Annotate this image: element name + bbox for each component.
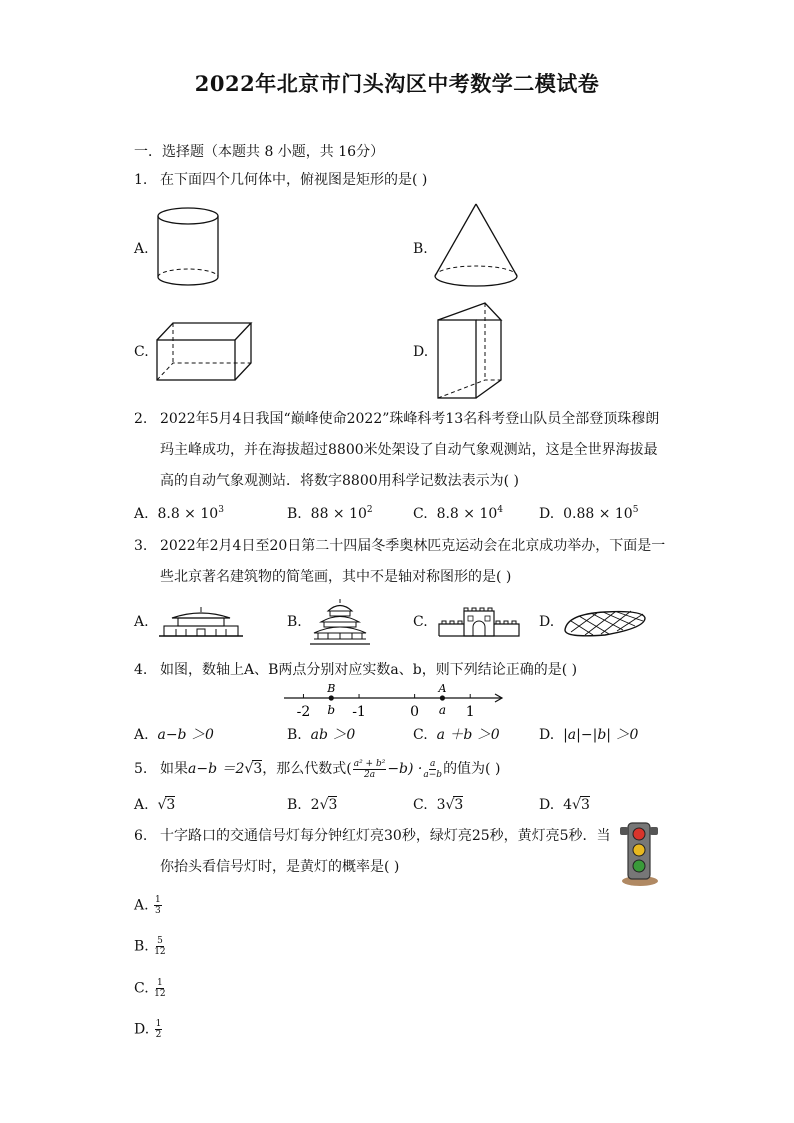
sqrt-symbol: √	[319, 797, 329, 813]
option-b[interactable]	[287, 797, 337, 813]
fraction-denominator: 3	[155, 906, 161, 916]
option-c-label[interactable]: C.	[413, 614, 428, 630]
option-label: D.	[539, 506, 555, 522]
option-label: D.	[134, 1021, 150, 1038]
point-upper-label: A	[438, 682, 447, 695]
option-b-label[interactable]: B.	[413, 241, 428, 257]
option-coefficient: 3	[436, 797, 446, 813]
option-value: ab ＞0	[310, 727, 356, 743]
option-exponent: 3	[218, 505, 224, 515]
question-1	[134, 165, 674, 196]
cylinder-icon[interactable]	[157, 206, 221, 288]
axis-point	[329, 695, 334, 700]
option-c[interactable]	[413, 724, 500, 744]
text-middle: ，那么代数式(	[262, 761, 352, 777]
section-heading: 一．选择题（本题共 8 小题，共 16分）	[134, 144, 385, 160]
option-label: C.	[413, 727, 428, 743]
sqrt-symbol: √	[572, 797, 581, 813]
question-number: 1.	[134, 172, 148, 188]
radicand: 3	[253, 761, 263, 777]
question-3	[134, 531, 674, 593]
option-exponent: 5	[632, 505, 639, 515]
question-text-line-1: 十字路口的交通信号灯每分钟红灯亮30秒，绿灯亮25秒，黄灯亮5秒．当	[160, 828, 611, 844]
triangular-prism-icon[interactable]	[437, 302, 503, 400]
option-label: A.	[134, 897, 149, 914]
fraction-numerator: 1	[156, 978, 163, 988]
fraction-numerator: a	[430, 758, 436, 769]
question-number: 4.	[134, 662, 148, 678]
fraction-1	[353, 759, 387, 780]
option-label: B.	[134, 938, 149, 955]
option-c[interactable]	[413, 797, 463, 813]
radicand: 3	[328, 797, 338, 813]
question-text-line-1: 2022年2月4日至20日第二十四届冬季奥林匹克运动会在北京成功举办，下面是一	[160, 538, 666, 554]
cuboid-icon[interactable]	[156, 322, 252, 382]
text-suffix: 的值为( )	[443, 761, 501, 777]
axis-tick-label: -2	[296, 704, 311, 720]
option-coefficient: 2	[310, 797, 320, 813]
option-d[interactable]	[539, 797, 590, 813]
option-value: 8.8 × 10	[157, 506, 219, 522]
option-value: 8.8 × 10	[436, 506, 498, 522]
condition-expression: a−b ＝2	[188, 761, 245, 777]
temple-of-heaven-icon[interactable]	[308, 598, 372, 646]
option-b[interactable]	[287, 724, 355, 744]
radicand: 3	[166, 797, 176, 813]
option-label: A.	[134, 797, 149, 813]
option-label: B.	[287, 797, 302, 813]
question-5	[134, 754, 674, 785]
page-title: 2022年北京市门头沟区中考数学二模试卷	[194, 71, 600, 96]
option-c-label[interactable]: C.	[134, 344, 149, 360]
point-lower-label: a	[438, 703, 446, 717]
traffic-light-icon	[618, 819, 664, 887]
option-b-label[interactable]: B.	[287, 614, 302, 630]
axis-point	[440, 695, 445, 700]
option-label: A.	[134, 727, 149, 743]
fraction-denominator: 12	[154, 989, 166, 999]
option-d[interactable]	[134, 1019, 163, 1040]
fraction	[155, 1019, 163, 1040]
birds-nest-stadium-icon[interactable]	[563, 608, 647, 638]
question-text-line-2: 些北京著名建筑物的简笔画，其中不是轴对称图形的是( )	[160, 569, 512, 585]
radicand: 3	[454, 797, 464, 813]
fraction-numerator: a² + b²	[353, 758, 386, 769]
fraction	[154, 895, 162, 916]
option-label: D.	[539, 727, 555, 743]
option-b[interactable]	[134, 936, 167, 957]
option-a[interactable]	[134, 895, 163, 916]
option-a[interactable]	[134, 724, 214, 744]
question-text-line-2: 玛主峰成功，并在海拔超过8800米处架设了自动气象观测站，这是全世界海拔最	[160, 442, 658, 458]
axis-tick-label: 0	[410, 704, 420, 720]
sqrt-symbol: √	[157, 797, 167, 813]
option-d[interactable]	[539, 724, 638, 744]
option-exponent: 2	[366, 505, 373, 515]
question-text: 如图，数轴上A、B两点分别对应实数a、b，则下列结论正确的是( )	[160, 662, 578, 678]
option-label: C.	[134, 980, 149, 997]
option-value: a ＋b ＞0	[436, 727, 500, 743]
option-value: 0.88 × 10	[563, 506, 633, 522]
radicand: 3	[580, 797, 590, 813]
minus-b: −b) ·	[387, 761, 423, 777]
sqrt-symbol: √	[244, 761, 254, 777]
option-b[interactable]	[287, 505, 373, 522]
option-value: 88 × 10	[310, 506, 367, 522]
fraction	[154, 936, 165, 957]
point-upper-label: B	[327, 682, 336, 695]
fraction-numerator: 5	[157, 936, 163, 946]
fraction-denominator: a−b	[423, 769, 443, 780]
question-number: 6.	[134, 828, 148, 844]
question-number: 5.	[134, 761, 148, 777]
axis-tick-label: 1	[465, 704, 475, 720]
option-d-label[interactable]: D.	[539, 614, 555, 630]
option-label: B.	[287, 506, 302, 522]
fraction-denominator: 2a	[363, 769, 376, 780]
question-text-line-3: 高的自动气象观测站．将数字8800用科学记数法表示为( )	[160, 473, 520, 489]
axis-tick-label: -1	[352, 704, 366, 720]
option-label: A.	[134, 506, 149, 522]
option-a[interactable]	[134, 797, 175, 813]
fraction	[154, 978, 165, 999]
question-6	[134, 821, 674, 883]
question-number: 2.	[134, 411, 148, 427]
option-a[interactable]	[134, 505, 224, 522]
question-text	[160, 754, 500, 785]
option-a-label[interactable]: A.	[134, 241, 149, 257]
text-prefix: 如果	[160, 761, 188, 777]
option-d-label[interactable]: D.	[413, 344, 429, 360]
question-2	[134, 404, 674, 497]
option-c[interactable]	[134, 978, 167, 999]
option-label: D.	[539, 797, 555, 813]
option-label: C.	[413, 797, 428, 813]
option-coefficient: 4	[563, 797, 573, 813]
question-text: 在下面四个几何体中，俯视图是矩形的是( )	[160, 172, 428, 188]
fraction-denominator: 2	[155, 1030, 162, 1040]
number-line	[280, 680, 510, 722]
point-lower-label: b	[327, 703, 336, 717]
option-value: a−b ＞0	[157, 727, 214, 743]
fraction-numerator: 1	[155, 895, 161, 905]
option-exponent: 4	[497, 505, 504, 515]
sqrt-symbol: √	[445, 797, 455, 813]
question-number: 3.	[134, 538, 148, 554]
great-wall-icon[interactable]	[438, 606, 520, 638]
fraction-numerator: 1	[155, 1019, 162, 1029]
option-label: C.	[413, 506, 428, 522]
question-text-line-1: 2022年5月4日我国“巅峰使命2022”珠峰科考13名科考登山队员全部登顶珠穆朗	[160, 411, 660, 427]
fraction-2	[423, 759, 442, 780]
option-label: B.	[287, 727, 302, 743]
option-a-label[interactable]: A.	[134, 614, 149, 630]
option-c[interactable]	[413, 505, 503, 522]
tiananmen-icon[interactable]	[158, 606, 244, 638]
fraction-denominator: 12	[154, 947, 166, 957]
option-value: |a|−|b| ＞0	[563, 727, 639, 743]
question-text-line-2: 你抬头看信号灯时，是黄灯的概率是( )	[160, 859, 400, 875]
option-d[interactable]	[539, 505, 638, 522]
cone-icon[interactable]	[434, 203, 518, 289]
